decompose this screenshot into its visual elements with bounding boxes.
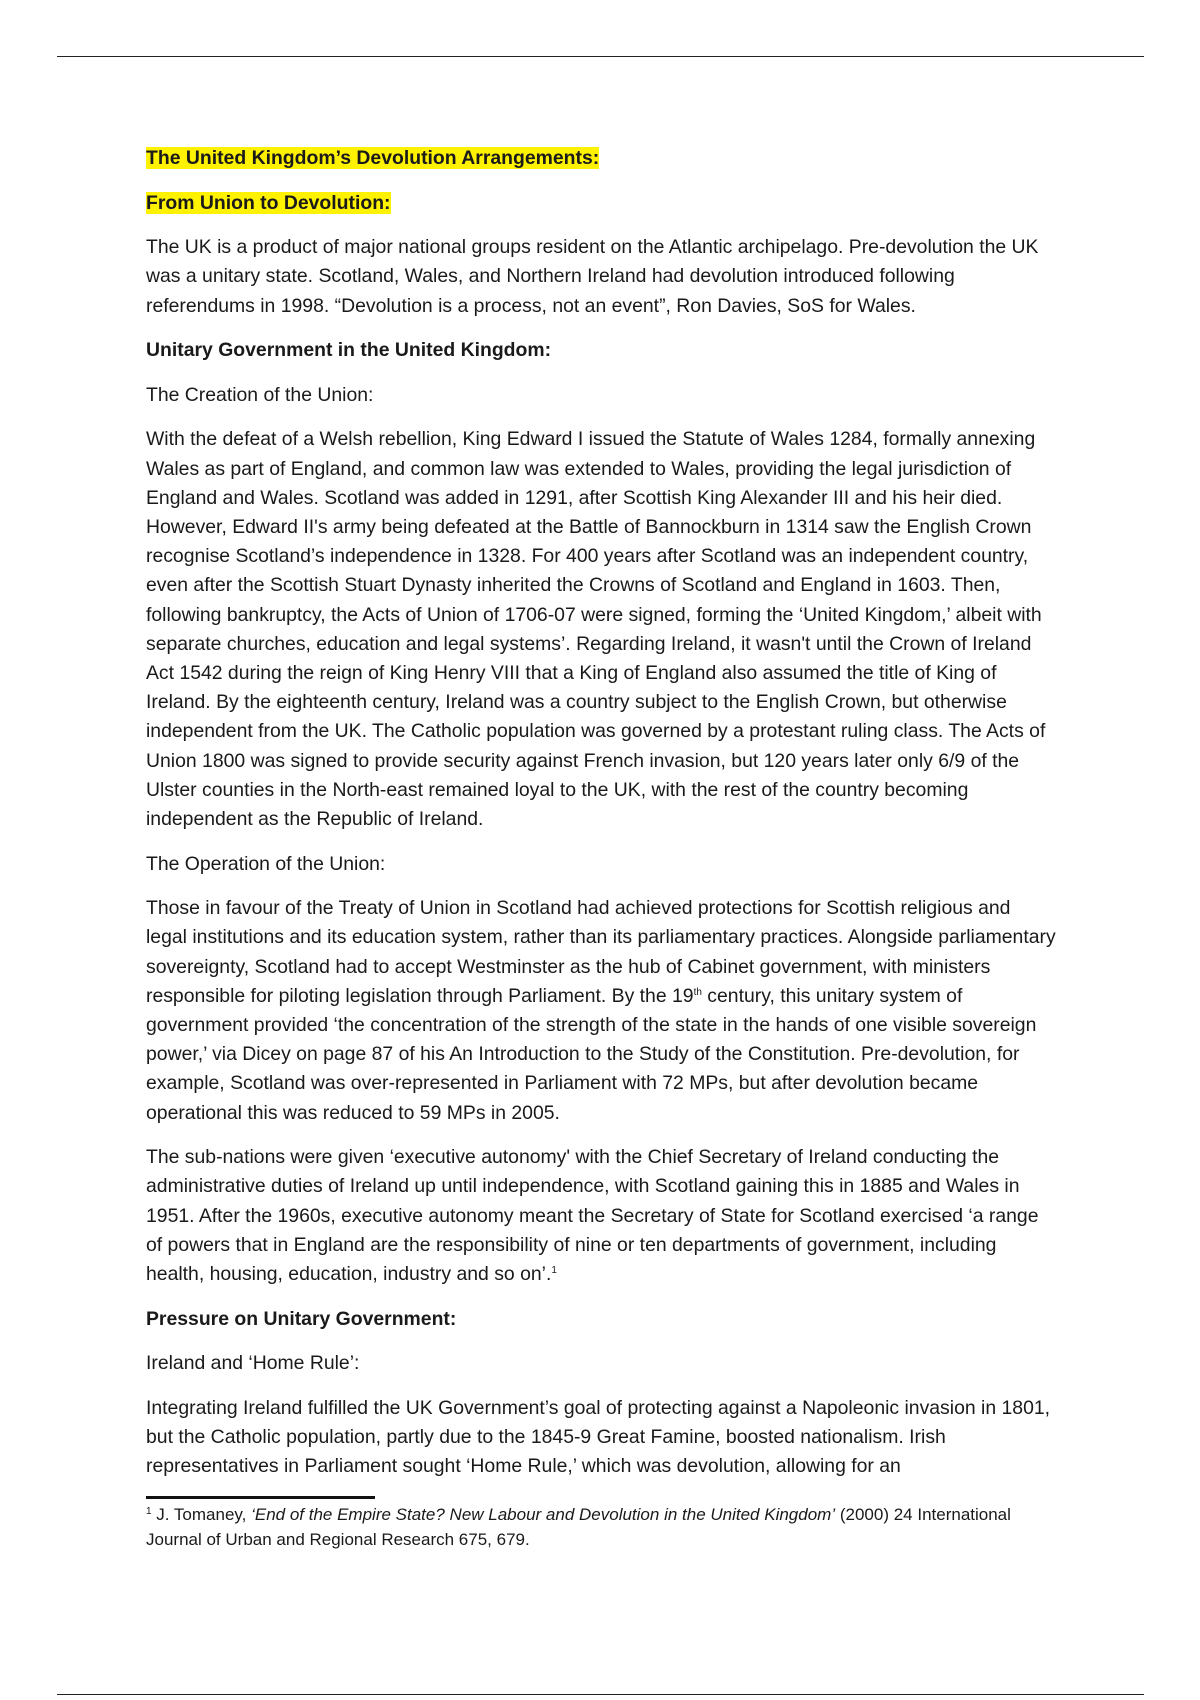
operation-paragraph-2 — [146, 1143, 1056, 1289]
ireland-subheading: Ireland and ‘Home Rule’: — [146, 1352, 360, 1375]
main-heading-text: The United Kingdom’s Devolution Arrangements: — [146, 147, 600, 169]
footnote-author: J. Tomaney, — [151, 1505, 252, 1524]
footnote-citation: (2000) 24 International Journal of Urban and Regional Research 675, 679. — [146, 1505, 1011, 1549]
footnote — [146, 1502, 1056, 1552]
intro-paragraph: The UK is a product of major national groups resident on the Atlantic archipelago. Pre-devolution the UK was a unitary state. Scotland, Wales, and Northern Ireland had devolution introduced following referendums in 1998. “Devolution is a process, not an event”, Ron Davies, SoS for Wales. — [146, 236, 1039, 317]
document-body — [146, 144, 1056, 1497]
creation-subheading: The Creation of the Union: — [146, 383, 374, 406]
operation-p2-text: The sub-nations were given ‘executive autonomy' with the Chief Secretary of Ireland conducting the administrative duties of Ireland up until independence, with Scotland gaining this in 1885 and Wales in 1951. After the 1960s, executive autonomy meant the Secretary of State for Scotland exercised ‘a range of powers that in England are the responsibility of nine or ten departments of government, including health, housing, education, industry and so on’. — [146, 1146, 1039, 1286]
union-heading — [146, 189, 1056, 218]
operation-p1-text-b: century, this unitary system of government provided ‘the concentration of the strength of the state in the hands of one visible sovereign power,’ via Dicey on page 87 of his An Introduction to the Study of the Constitution. Pre-devolution, for example, Scotland was over-represented in Parliament with 72 MPs, but after devolution became operational this was reduced to 59 MPs in 2005. — [146, 984, 1037, 1124]
operation-p1-text-a: Those in favour of the Treaty of Union in Scotland had achieved protections for Scottish religious and legal institutions and its education system, rather than its parliamentary practices. Alongside parliamentary sovereignty, Scotland had to accept Westminster as the hub of Cabinet government, with ministers responsible for piloting legislation through Parliament. By the 19 — [146, 897, 1056, 1007]
footnote-reference[interactable]: 1 — [551, 1265, 557, 1277]
creation-paragraph: With the defeat of a Welsh rebellion, King Edward I issued the Statute of Wales 1284, formally annexing Wales as part of England, and common law was extended to Wales, providing the legal jurisdiction of England and Wales. Scotland was added in 1291, after Scottish King Alexander III and his heir died. However, Edward II's army being defeated at the Battle of Bannockburn in 1314 saw the English Crown recognise Scotland’s independence in 1328. For 400 years after Scotland was an independent country, even after the Scottish Stuart Dynasty inherited the Crowns of Scotland and England in 1603. Then, following bankruptcy, the Acts of Union of 1706-07 were signed, forming the ‘United Kingdom,’ albeit with separate churches, education and legal systems’. Regarding Ireland, it wasn't until the Crown of Ireland Act 1542 during the reign of King Henry VIII that a King of England also assumed the title of King of Ireland. By the eighteenth century, Ireland was a country subject to the English Crown, but otherwise independent from the UK. The Catholic population was governed by a protestant ruling class. The Acts of Union 1800 was signed to provide security against French invasion, but 120 years later only 6/9 of the Ulster counties in the North-east remained loyal to the UK, with the rest of the country becoming independent as the Republic of Ireland. — [146, 428, 1046, 831]
header-rule — [57, 56, 1144, 57]
main-heading — [146, 144, 1056, 173]
pressure-heading: Pressure on Unitary Government: — [146, 1307, 457, 1330]
ireland-paragraph: Integrating Ireland fulfilled the UK Government’s goal of protecting against a Napoleonic invasion in 1801, but the Catholic population, partly due to the 1845-9 Great Famine, boosted nationalism. Irish representatives in Parliament sought ‘Home Rule,’ which was devolution, allowing for an — [146, 1396, 1051, 1478]
footnote-number: 1 — [146, 1506, 152, 1517]
unitary-heading: Unitary Government in the United Kingdom: — [146, 339, 552, 362]
footnote-title: ‘End of the Empire State? New Labour and Devolution in the United Kingdom’ — [251, 1505, 836, 1524]
ordinal-superscript: th — [693, 986, 702, 998]
operation-paragraph-1 — [146, 894, 1056, 1128]
union-heading-text: From Union to Devolution: — [146, 191, 391, 214]
footnote-separator — [146, 1496, 375, 1499]
operation-subheading: The Operation of the Union: — [146, 852, 386, 875]
footer-rule — [57, 1694, 1144, 1695]
